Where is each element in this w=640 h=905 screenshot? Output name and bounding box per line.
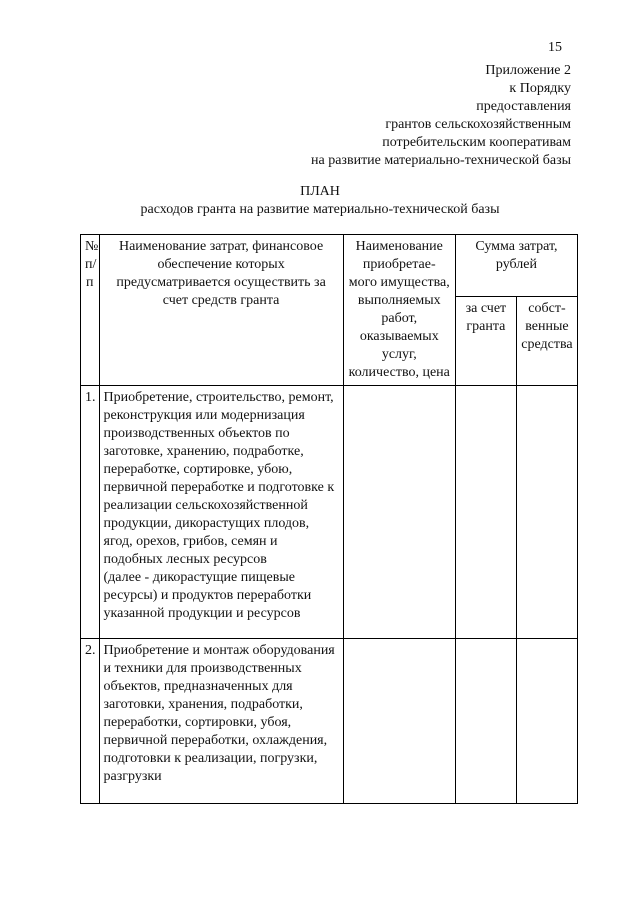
row-grant-cell (455, 386, 516, 639)
annex-line: грантов сельскохозяйственным (385, 117, 571, 132)
document-title-block (0, 183, 640, 219)
row-description: Приобретение, строительство, ремонт, реконструкция или модернизация производственных объектов по заготовке, хранению, подработке, переработке, сортировке, убою, первичной переработке и подготовке к реализации сельскохозяйственной продукции, дикорастущих плодов, ягод, орехов, грибов, семян и подобных лесных ресурсов (далее - дикорастущие пищевые ресурсы) и продуктов переработки указанной продукции и ресурсов (99, 386, 343, 639)
annex-line: предоставления (476, 99, 571, 114)
annex-header (311, 62, 571, 170)
document-title: ПЛАН (300, 184, 340, 199)
header-sum: Сумма затрат, рублей (455, 235, 577, 297)
annex-line: потребительским кооперативам (382, 135, 571, 150)
page-number: 15 (548, 40, 562, 55)
annex-line: Приложение 2 (485, 63, 571, 78)
annex-line: к Порядку (509, 81, 571, 96)
header-num: № п/п (81, 235, 100, 386)
table-row (81, 386, 578, 639)
header-own-funds: собст- венные средства (516, 297, 577, 386)
header-item-name: Наименование приобретае- мого имущества, выполняемых работ, оказываемых услуг, количество, цена (343, 235, 455, 386)
row-own-cell (516, 386, 577, 639)
annex-line: на развитие материально-технической базы (311, 153, 571, 168)
row-own-cell (516, 639, 577, 804)
row-description: Приобретение и монтаж оборудования и техники для производственных объектов, предназначенных для заготовки, хранения, подработки, переработки, сортировки, убоя, первичной переработки, охлаждения, подготовки к реализации, погрузки, разгрузки (99, 639, 343, 804)
table-row (81, 639, 578, 804)
row-number: 1. (81, 386, 100, 639)
expense-plan-table (80, 234, 578, 804)
row-grant-cell (455, 639, 516, 804)
row-item-cell (343, 386, 455, 639)
row-item-cell (343, 639, 455, 804)
table-header-row (81, 235, 578, 297)
header-grant: за счет гранта (455, 297, 516, 386)
header-cost-name: Наименование затрат, финансовое обеспечение которых предусматривается осуществить за счет средств гранта (99, 235, 343, 386)
row-number: 2. (81, 639, 100, 804)
document-subtitle: расходов гранта на развитие материально-технической базы (140, 202, 500, 217)
